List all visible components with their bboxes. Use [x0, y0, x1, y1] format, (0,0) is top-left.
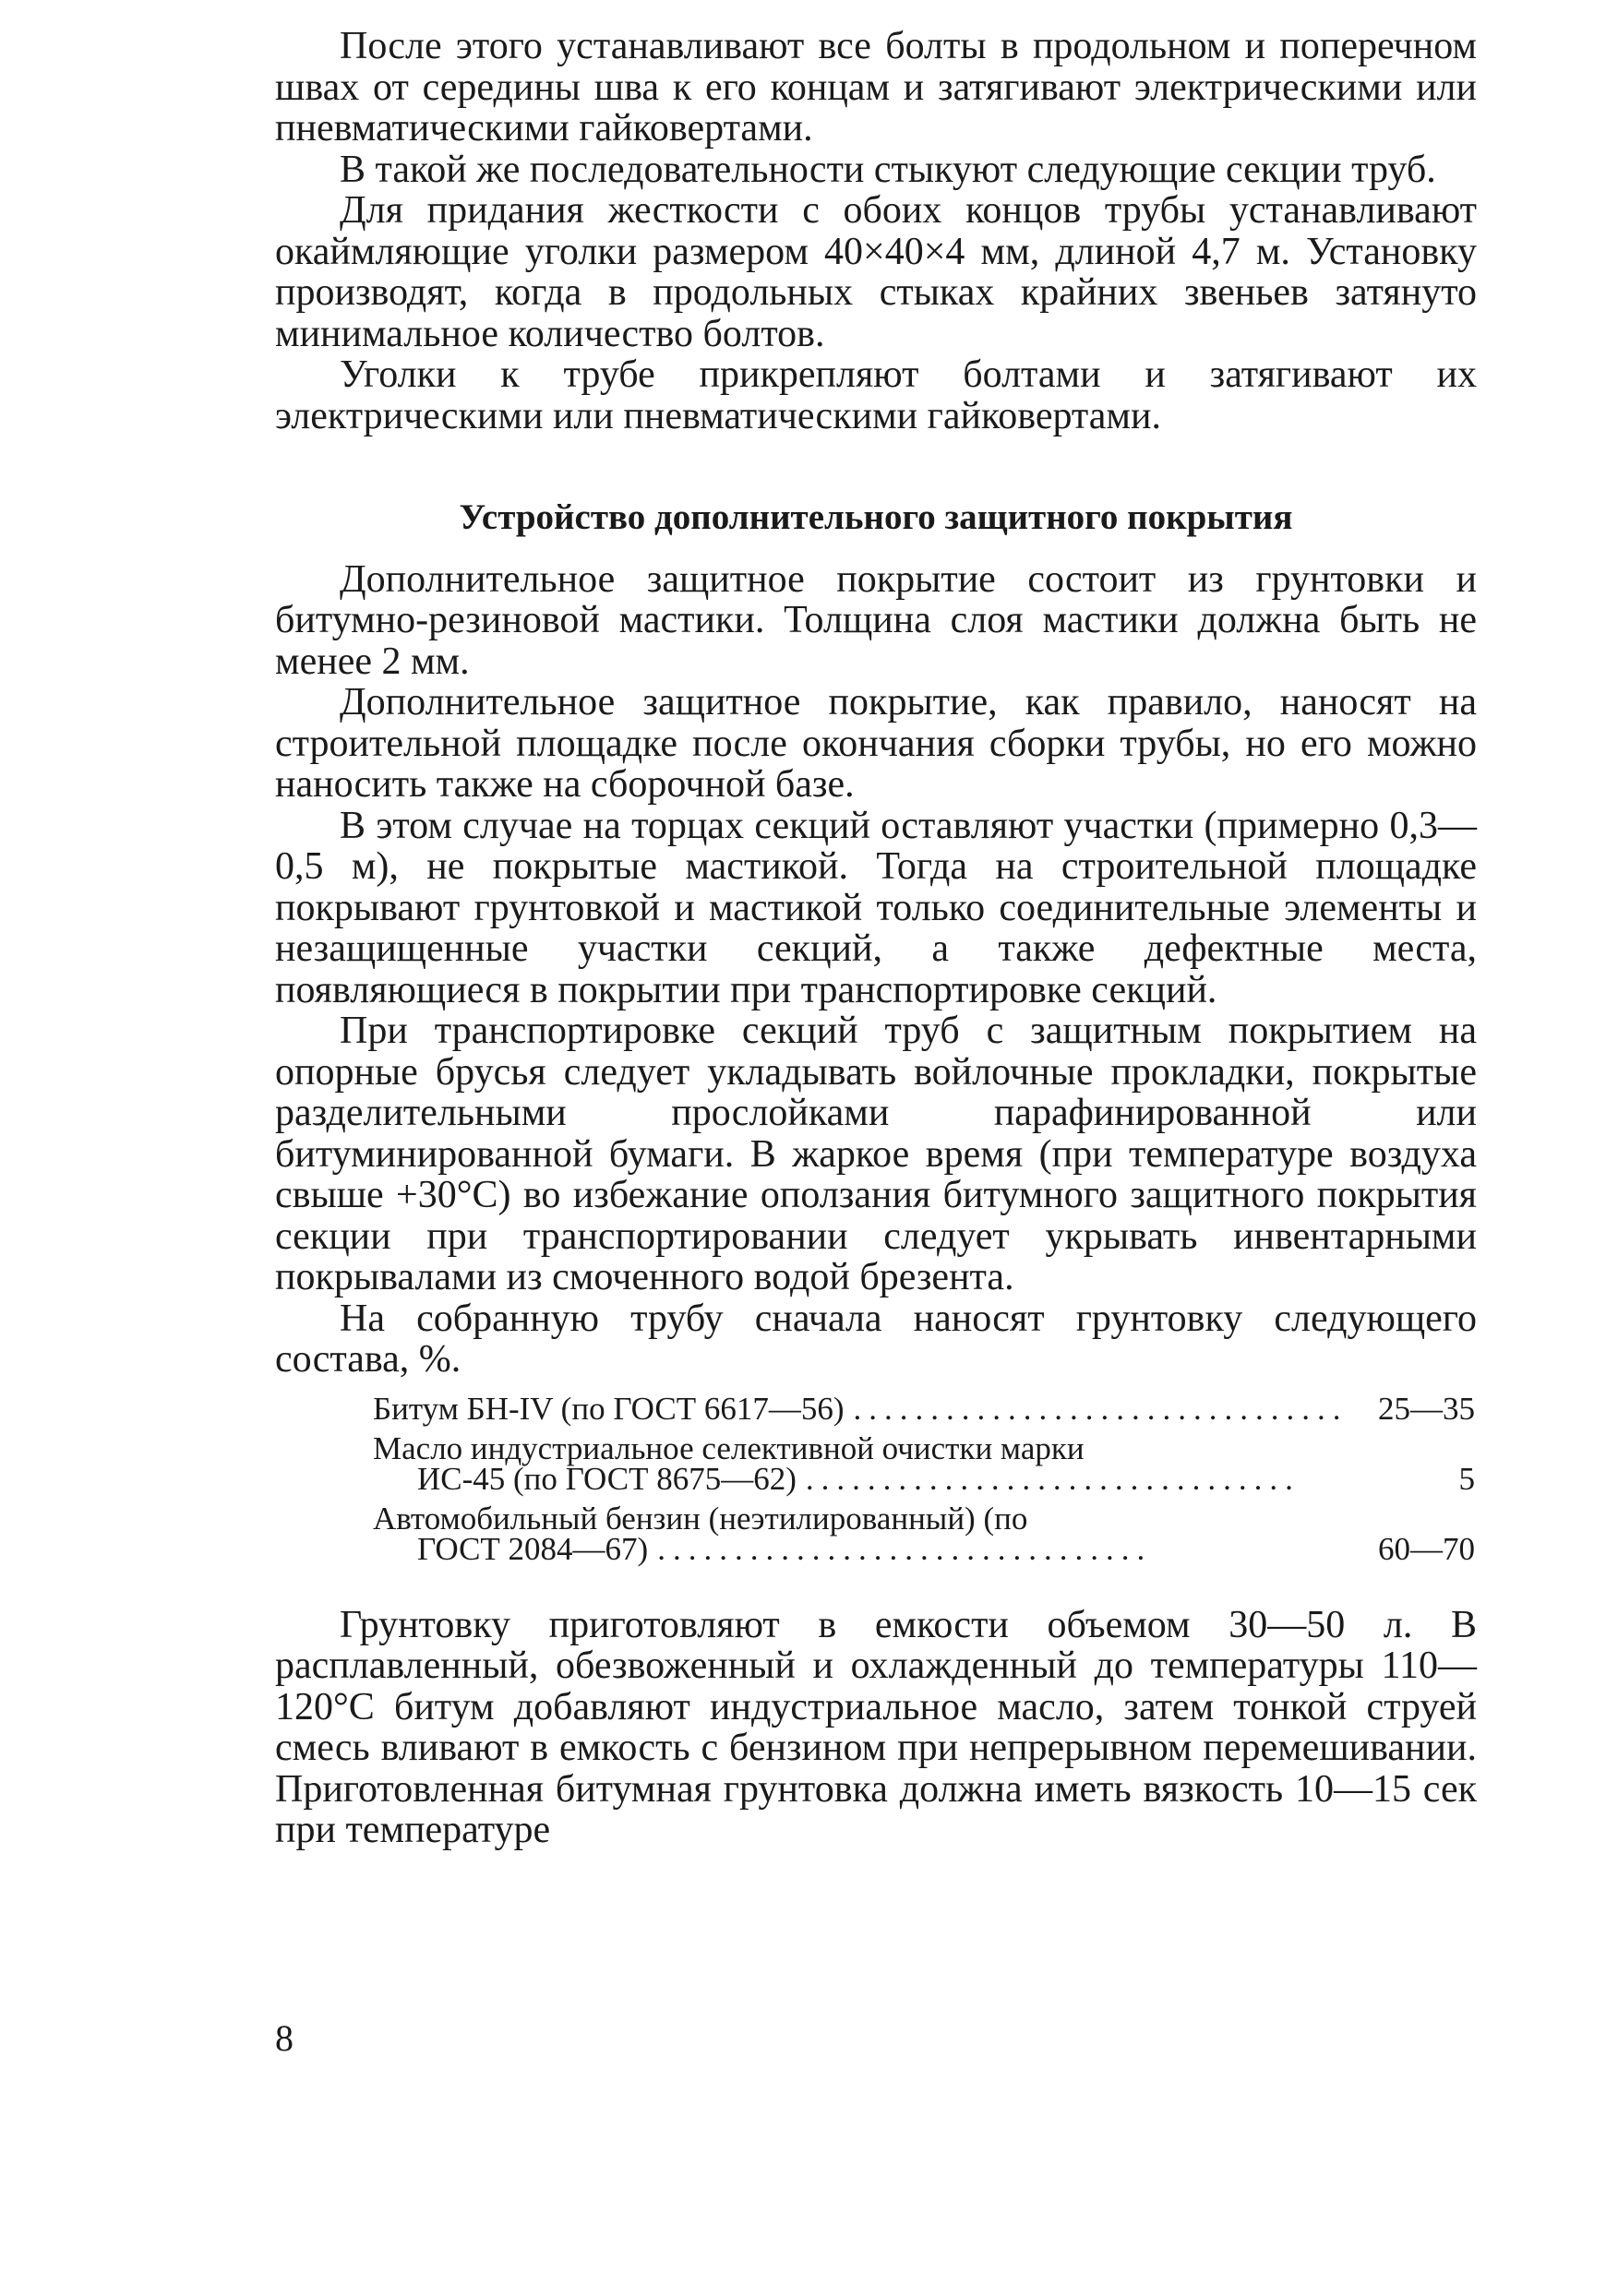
composition-value: 25—35 [1378, 1390, 1475, 1427]
document-page [275, 26, 1477, 1851]
dot-leader: ................................ [657, 1533, 1153, 1564]
composition-name: Масло индустриальное селективной очистки марки [373, 1429, 1085, 1466]
composition-name-continued: ИС-45 (по ГОСТ 8675—62) [417, 1460, 797, 1497]
paragraph: Для придания жесткости с обоих концов трубы устанавливают окаймляющие уголки размером 40×40×4 мм, длиной 4,7 м. Установку производят, когда в продольных стыках крайних звеньев затянуто минимальное количество болтов. [275, 189, 1477, 355]
paragraph: В такой же последовательности стыкуют следующие секции труб. [340, 148, 1436, 191]
composition-item [275, 1500, 1477, 1567]
composition-item [275, 1429, 1477, 1497]
paragraph: После этого устанавливают все болты в продольном и поперечном швах от середины шва к его концам и затягивают электрическими или пневматическими гайковертами. [275, 25, 1477, 149]
composition-list [275, 1390, 1477, 1567]
paragraph: Дополнительное защитное покрытие, как правило, наносят на строительной площадке после окончания сборки трубы, но его можно наносить также на сборочной базе. [275, 681, 1477, 806]
section-heading: Устройство дополнительного защитного покрытия [459, 497, 1293, 537]
composition-value: 5 [1458, 1460, 1475, 1497]
page-number: 8 [275, 2017, 294, 2059]
paragraph: На собранную трубу сначала наносят грунтовку следующего состава, %. [275, 1297, 1477, 1381]
paragraph: В этом случае на торцах секций оставляют участки (примерно 0,3—0,5 м), не покрытые мастикой. Тогда на строительной площадке покрывают грунтовкой и мастикой только соединительные элементы и незащищенные участки секций, а также дефектные места, появляющиеся в покрытии при транспортировке секций. [275, 804, 1477, 1011]
dot-leader: ................................ [853, 1393, 1348, 1424]
composition-item [275, 1390, 1477, 1427]
composition-name: Битум БН-IV (по ГОСТ 6617—56) [373, 1390, 845, 1427]
paragraph: Дополнительное защитное покрытие состоит из грунтовки и битумно-резиновой мастики. Толщина слоя мастики должна быть не менее 2 мм. [275, 557, 1477, 683]
composition-value: 60—70 [1378, 1530, 1475, 1567]
paragraph: Уголки к трубе прикрепляют болтами и затягивают их электрическими или пневматическими гайковертами. [275, 353, 1477, 437]
dot-leader: ................................ [805, 1463, 1300, 1494]
composition-name: Автомобильный бензин (неэтилированный) (по [373, 1500, 1028, 1537]
paragraph: При транспортировке секций труб с защитным покрытием на опорные брусья следует укладывать войлочные прокладки, покрытые разделительными прослойками парафинированной или битуминированной бумаги. В жаркое время (при температуре воздуха свыше +30°С) во избежание оползания битумного защитного покрытия секции при транспортировании следует укрывать инвентарными покрывалами из смоченного водой брезента. [275, 1010, 1477, 1298]
paragraph: Грунтовку приготовляют в емкости объемом 30—50 л. В расплавленный, обезвоженный и охлажденный до температуры 110—120°С битум добавляют индустриальное масло, затем тонкой струей смесь вливают в емкость с бензином при непрерывном перемешивании. Приготовленная битумная грунтовка должна иметь вязкость 10—15 сек при температуре [275, 1603, 1477, 1851]
composition-name-continued: ГОСТ 2084—67) [417, 1530, 649, 1567]
